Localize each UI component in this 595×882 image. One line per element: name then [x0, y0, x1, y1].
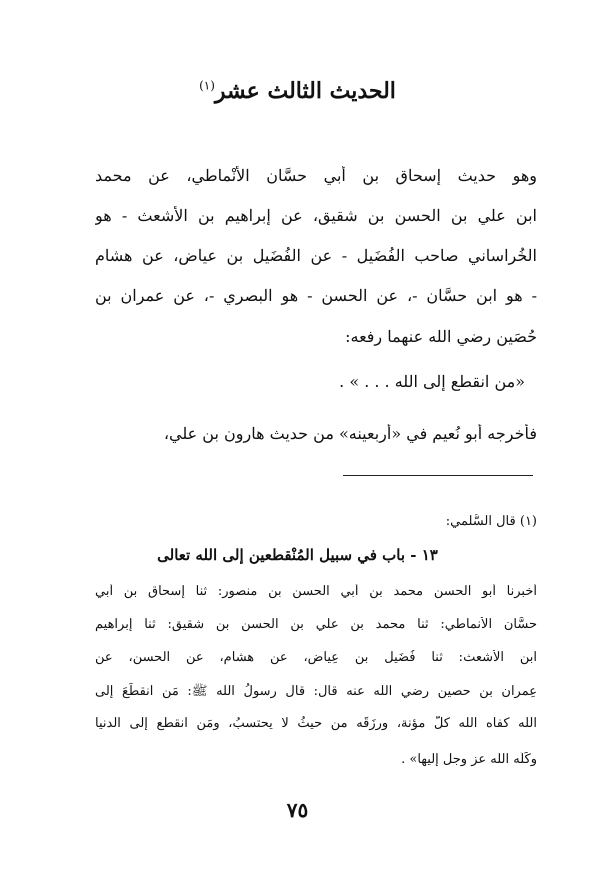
text-line: فأخرجه أبو نُعيم في «أربعينه» من حديث هارون بن علي، — [163, 424, 537, 443]
footnote-line: أخبرنا أبو الحسن محمد بن أبي الحسن بن منصور: ثنا إسحاق بن أبي — [95, 584, 537, 599]
page-number: ٧٥ — [286, 798, 309, 822]
footnote-divider — [343, 475, 533, 476]
footnote-ref: (١) — [199, 78, 215, 93]
footnote-line: وكَلَه الله عز وجل إليها» . — [401, 752, 537, 767]
footnote-line: حسَّان الأنماطي: ثنا محمد بن علي بن الحسن بن شقيق: ثنا إبراهيم — [95, 617, 537, 632]
text-line: حُصَين رضي الله عنهما رفعه: — [345, 327, 537, 346]
text-line: - هو ابن حسَّان -، عن الحسن - هو البصري -، عن عمران بن — [95, 286, 537, 305]
text-line: «من انقطع إلى الله . . . » . — [339, 372, 525, 391]
text-line: ابن علي بن الحسن بن شقيق، عن إبراهيم بن الأشعث - هو — [95, 206, 537, 225]
text-line: الخُراساني صاحب الفُضَيل - عن الفُضَيل بن عياض، عن هشام — [95, 246, 537, 265]
title-text: الحديث الثالث عشر — [214, 78, 396, 104]
footnote-heading: ١٣ - باب في سبيل المُنْقطعين إلى الله تعالى — [157, 546, 438, 564]
footnote-line: ابن الأشعث: ثنا فُضَيل بن عِياض، عن هشام، عن الحسن، عن — [95, 650, 537, 665]
text-line: وهو حديث إسحاق بن أبي حسَّان الأنْماطي، عن محمد — [95, 166, 537, 185]
footnote-intro: (١) قال السُّلمي: — [445, 514, 537, 529]
footnote-line: عِمران بن حصين رضي الله عنه قال: قال رسولُ الله ﷺ: مَن انقطَعَ إلى — [95, 684, 537, 699]
page-title — [0, 78, 595, 104]
footnote-line: الله كفاه الله كلَّ مؤنة، ورزَقَه من حيثُ لا يحتسبُ، ومَن انقطع إلى الدنيا — [95, 716, 537, 731]
